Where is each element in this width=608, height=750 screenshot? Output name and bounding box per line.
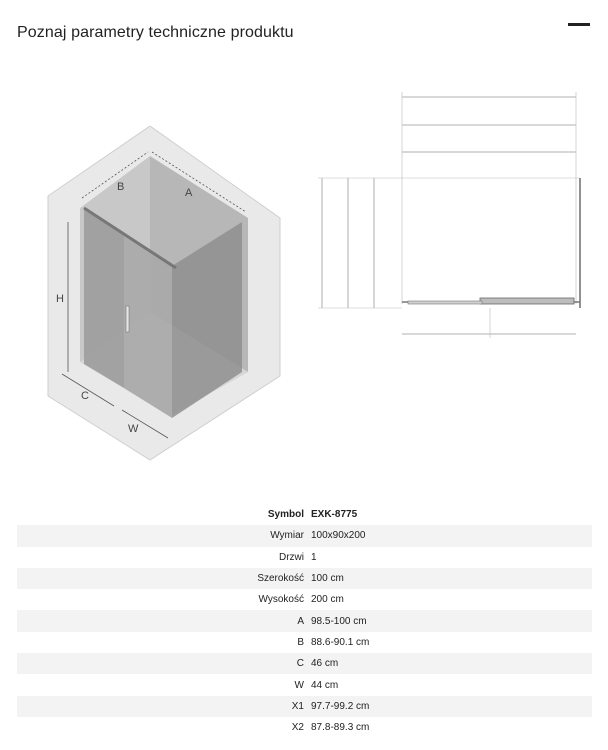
table-row [17,653,592,674]
table-row [17,610,592,631]
spec-key: Symbol [267,509,304,521]
table-row [17,674,592,695]
spec-key: Drzwi [279,551,304,563]
spec-value: 44 cm [311,679,339,691]
spec-value: 87.8-89.3 cm [311,722,370,734]
dimension-label-w: W [128,423,139,435]
spec-value: EXK-8775 [311,509,358,521]
spec-value: 97.7-99.2 cm [311,696,592,717]
dimension-label-a: A [185,187,193,199]
table-row [17,589,592,610]
table-row [17,568,592,589]
table-row [17,547,592,568]
spec-value: 88.6-90.1 cm [311,636,370,648]
spec-key: X1 [17,696,311,717]
spec-value: 100x90x200 [311,525,592,546]
spec-key: A [17,610,311,631]
spec-key: X2 [291,722,304,734]
dimension-label-h: H [56,293,64,305]
minus-icon[interactable] [568,23,590,26]
spec-key: B [297,636,304,648]
spec-value: 200 cm [311,594,344,606]
spec-value: 100 cm [311,568,592,589]
spec-key: Wymiar [17,525,311,546]
page-title: Poznaj parametry techniczne produktu [17,24,294,41]
table-row [17,717,592,738]
spec-key: Wysokość [258,594,304,606]
spec-value: 98.5-100 cm [311,610,592,631]
spec-key: W [294,679,304,691]
table-row [17,525,592,546]
isometric-diagram [40,126,286,466]
dimension-label-c: C [81,390,89,402]
dimension-label-b: B [117,181,125,193]
table-row [17,504,592,525]
spec-value: 1 [311,551,317,563]
spec-key: C [17,653,311,674]
plan-view-diagram [318,92,588,342]
specs-table [17,504,592,738]
spec-value: 46 cm [311,653,592,674]
table-row [17,632,592,653]
spec-key: Szerokość [17,568,311,589]
table-row [17,696,592,717]
